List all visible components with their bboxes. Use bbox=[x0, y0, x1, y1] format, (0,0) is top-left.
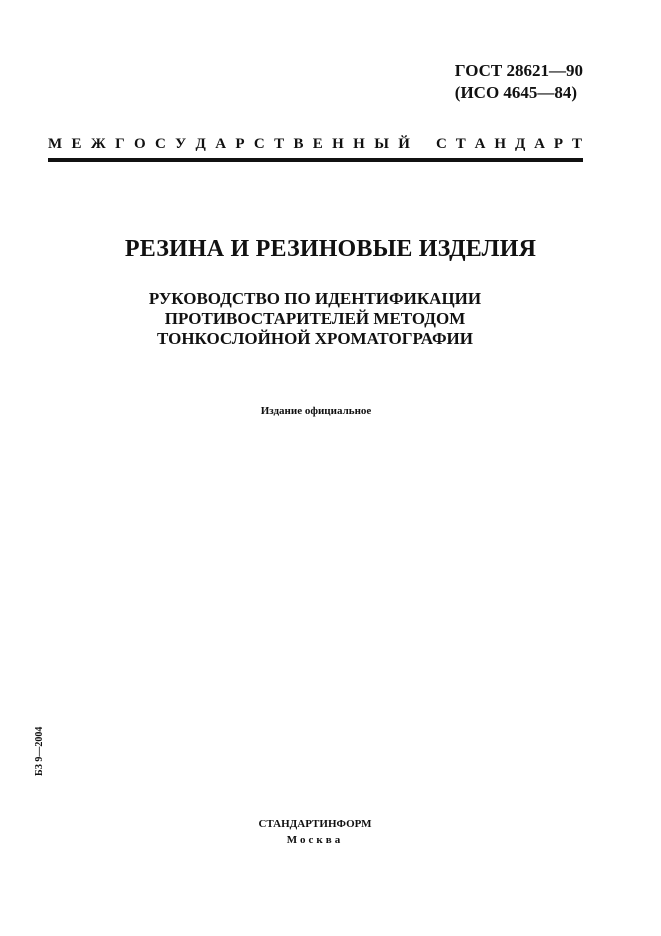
banner-letter: Р bbox=[553, 136, 564, 152]
side-code: БЗ 9—2004 bbox=[34, 726, 45, 776]
banner-letter: А bbox=[215, 136, 227, 152]
banner-letter: Е bbox=[312, 136, 323, 152]
gost-number: ГОСТ 28621—90 bbox=[454, 61, 583, 80]
banner-letter: Е bbox=[71, 136, 82, 152]
publisher-name: СТАНДАРТИНФОРМ bbox=[258, 818, 372, 830]
banner-letter: О bbox=[133, 136, 146, 152]
interstate-standard-banner bbox=[48, 136, 582, 153]
banner-letter: В bbox=[293, 136, 304, 152]
banner-letter: Д bbox=[195, 136, 206, 152]
banner-letter: У bbox=[175, 136, 187, 152]
banner-letter: А bbox=[474, 136, 486, 152]
banner-letter: Т bbox=[571, 136, 582, 152]
banner-letter: С bbox=[436, 136, 447, 152]
banner-letter: Т bbox=[274, 136, 285, 152]
standard-number-block bbox=[455, 60, 583, 104]
publisher-block bbox=[0, 816, 630, 848]
banner-letter: Т bbox=[455, 136, 466, 152]
banner-letter: Й bbox=[398, 136, 410, 152]
iso-number: (ИСО 4645—84) bbox=[454, 83, 578, 102]
banner-letter: С bbox=[253, 136, 265, 152]
banner-letter: Ы bbox=[374, 136, 389, 152]
banner-letter: Д bbox=[514, 136, 526, 152]
banner-letter: М bbox=[48, 136, 63, 152]
banner-divider bbox=[48, 158, 583, 162]
publisher-city: Москва bbox=[286, 834, 344, 846]
banner-letter: Н bbox=[353, 136, 365, 152]
banner-word-interstate bbox=[48, 136, 410, 153]
subtitle-line: ТОНКОСЛОЙНОЙ ХРОМАТОГРАФИИ bbox=[156, 329, 473, 348]
banner-letter: Н bbox=[494, 136, 507, 152]
banner-letter: Р bbox=[235, 136, 245, 152]
document-subtitle bbox=[0, 289, 630, 349]
subtitle-line: ПРОТИВОСТАРИТЕЛЕЙ МЕТОДОМ bbox=[164, 309, 466, 328]
banner-letter: А bbox=[534, 136, 545, 152]
document-title: РЕЗИНА И РЕЗИНОВЫЕ ИЗДЕЛИЯ bbox=[124, 236, 537, 262]
banner-letter: Ж bbox=[90, 136, 106, 152]
banner-letter: Н bbox=[332, 136, 344, 152]
subtitle-line: РУКОВОДСТВО ПО ИДЕНТИФИКАЦИИ bbox=[148, 289, 482, 308]
edition-label: Издание официальное bbox=[260, 405, 372, 417]
banner-letter: Г bbox=[115, 136, 125, 152]
banner-word-standard bbox=[436, 136, 582, 153]
banner-letter: С bbox=[154, 136, 166, 152]
